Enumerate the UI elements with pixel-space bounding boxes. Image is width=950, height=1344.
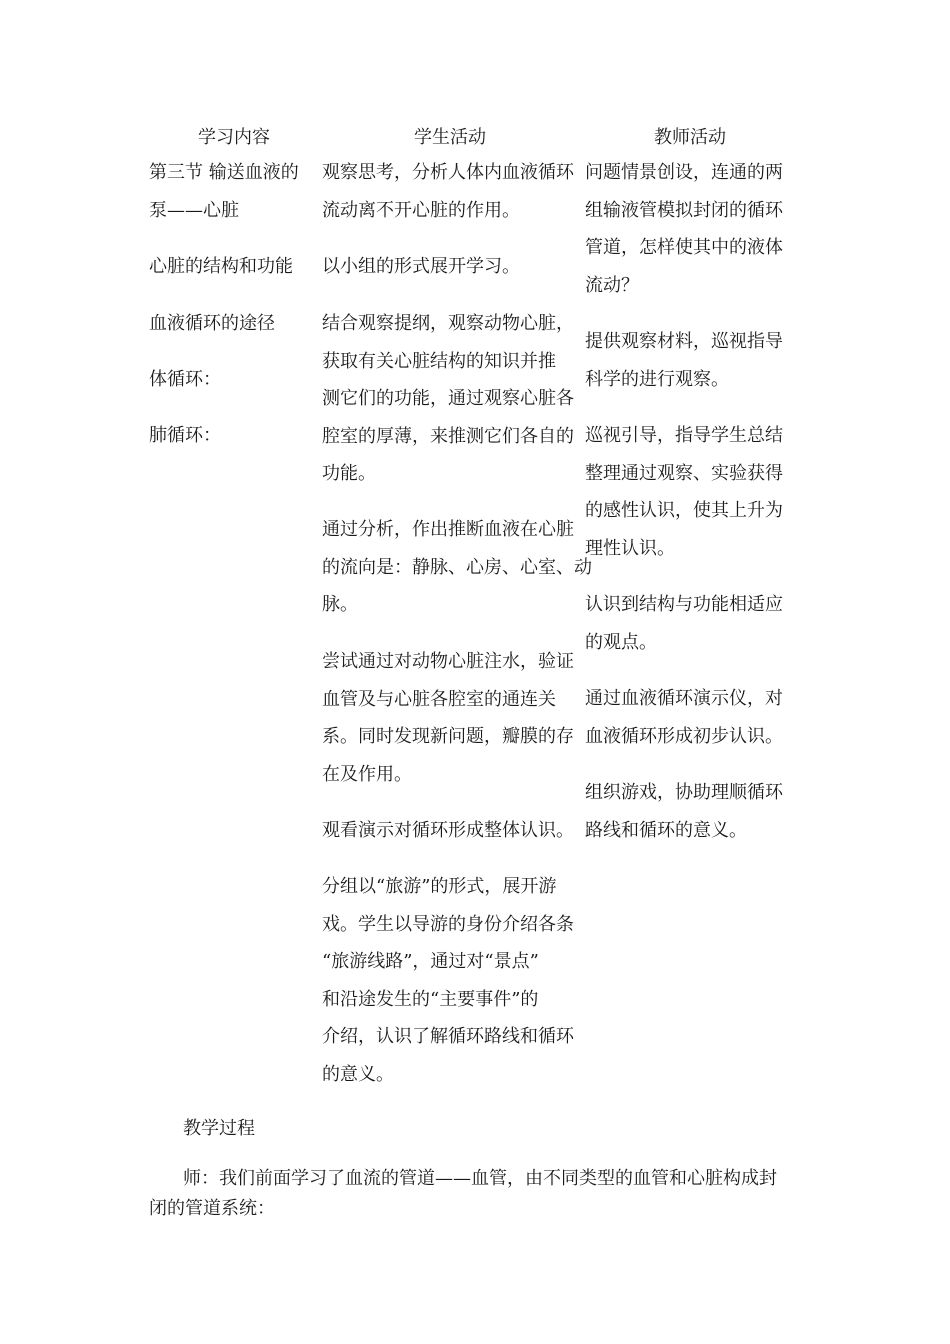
student-line: “旅游线路”，通过对“景点” xyxy=(322,951,539,973)
content-title-line: 泵——心脏 xyxy=(149,200,239,221)
teacher-activity-block xyxy=(585,417,783,567)
teacher-activity-block xyxy=(585,680,783,755)
header-teacher-activity: 教师活动 xyxy=(654,127,726,148)
student-line: 功能。 xyxy=(322,463,376,485)
student-activity-block xyxy=(322,868,574,1094)
student-line: 测它们的功能，通过观察心脏各 xyxy=(322,388,574,410)
student-line: 戏。学生以导游的身份介绍各条 xyxy=(322,913,574,935)
student-line: 血管及与心脏各腔室的通连关 xyxy=(322,688,556,710)
teacher-line: 理性认识。 xyxy=(585,537,675,559)
content-item: 肺循环： xyxy=(149,425,221,446)
content-item: 血液循环的途径 xyxy=(149,313,275,334)
teacher-line: 提供观察材料，巡视指导 xyxy=(585,331,783,352)
teacher-activity-block xyxy=(585,154,783,304)
content-item: 心脏的结构和功能 xyxy=(149,256,293,277)
student-line: 以小组的形式展开学习。 xyxy=(322,256,520,277)
teacher-activity-block xyxy=(585,323,783,398)
student-activity-block xyxy=(322,643,574,793)
teacher-line: 路线和循环的意义。 xyxy=(585,819,747,841)
student-line: 的意义。 xyxy=(322,1063,394,1085)
teacher-line: 整理通过观察、实验获得 xyxy=(585,462,783,484)
teacher-line: 认识到结构与功能相适应 xyxy=(585,594,783,615)
student-activity-block xyxy=(322,248,520,286)
teacher-line: 问题情景创设，连通的两 xyxy=(585,162,783,183)
student-activity-block xyxy=(322,511,592,624)
content-item: 体循环： xyxy=(149,369,221,390)
teacher-line: 组织游戏，协助理顺循环 xyxy=(585,782,783,803)
student-line: 分组以“旅游”的形式，展开游 xyxy=(322,876,557,897)
header-student-activity: 学生活动 xyxy=(414,127,486,148)
teacher-line: 科学的进行观察。 xyxy=(585,368,729,390)
student-line: 的流向是：静脉、心房、心室、动 xyxy=(322,556,592,578)
teacher-activity-block xyxy=(585,586,783,661)
student-line: 观察思考，分析人体内血液循环 xyxy=(322,162,574,183)
student-line: 流动离不开心脏的作用。 xyxy=(322,199,520,221)
teacher-line: 通过血液循环演示仪，对 xyxy=(585,688,783,709)
student-line: 腔室的厚薄，来推测它们各自的 xyxy=(322,425,574,447)
teacher-line: 组输液管模拟封闭的循环 xyxy=(585,199,783,221)
student-activity-block xyxy=(322,305,574,493)
body-paragraph-line: 闭的管道系统： xyxy=(149,1198,275,1219)
student-line: 尝试通过对动物心脏注水，验证 xyxy=(322,651,574,672)
teacher-activity-block xyxy=(585,774,783,849)
student-activity-block xyxy=(322,154,574,229)
section-heading: 教学过程 xyxy=(183,1118,255,1139)
student-line: 在及作用。 xyxy=(322,763,412,785)
content-title-line: 第三节 输送血液的 xyxy=(149,162,299,183)
teacher-line: 血液循环形成初步认识。 xyxy=(585,725,783,747)
student-activity-block xyxy=(322,812,574,850)
student-line: 通过分析，作出推断血液在心脏 xyxy=(322,519,574,540)
student-line: 获取有关心脏结构的知识并推 xyxy=(322,350,556,372)
student-line: 脉。 xyxy=(322,594,358,616)
header-learning-content: 学习内容 xyxy=(198,127,270,148)
student-line: 系。同时发现新问题，瓣膜的存 xyxy=(322,726,574,748)
teacher-line: 的感性认识，使其上升为 xyxy=(585,500,783,522)
student-line: 介绍，认识了解循环路线和循环 xyxy=(322,1026,574,1048)
student-line: 和沿途发生的“主要事件”的 xyxy=(322,988,539,1010)
student-line: 观看演示对循环形成整体认识。 xyxy=(322,820,574,841)
body-paragraph-line: 师：我们前面学习了血流的管道——血管，由不同类型的血管和心脏构成封 xyxy=(183,1168,777,1189)
student-line: 结合观察提纲，观察动物心脏， xyxy=(322,313,574,334)
teacher-line: 流动？ xyxy=(585,274,639,296)
teacher-line: 的观点。 xyxy=(585,631,657,653)
teacher-line: 管道，怎样使其中的液体 xyxy=(585,237,783,259)
teacher-line: 巡视引导，指导学生总结 xyxy=(585,425,783,446)
